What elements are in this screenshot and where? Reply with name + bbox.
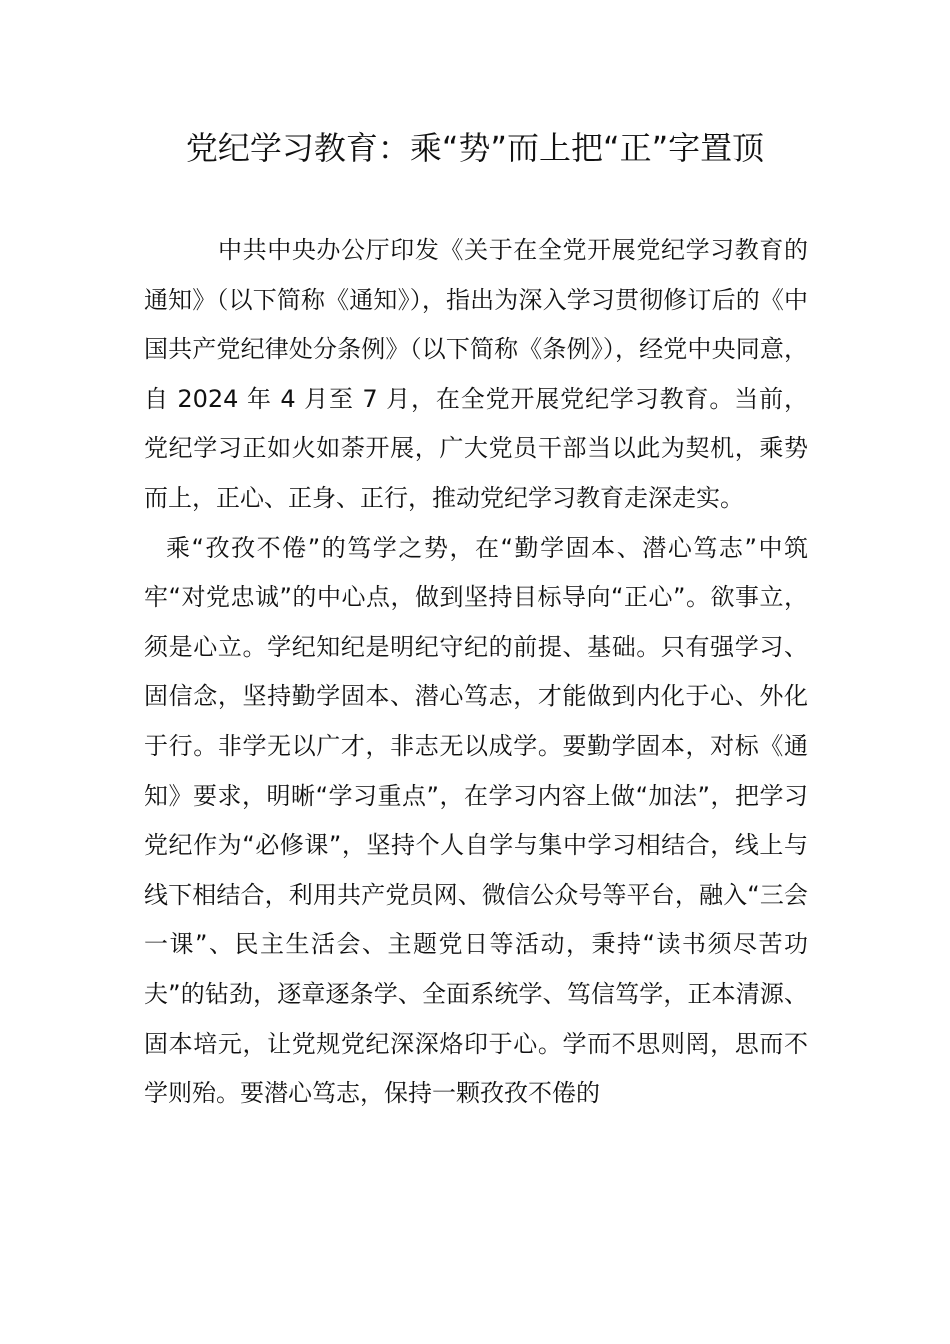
paragraph-intro: 中共中央办公厅印发《关于在全党开展党纪学习教育的通知》（以下简称《通知》），指出为深入学习贯彻修订后的《中国共产党纪律处分条例》（以下简称《条例》），经党中央同意，自 2024 年 4 月至 7 月，在全党开展党纪学习教育。当前，党纪学习正如火如荼开展，广大党员干部当以此为契机，乘势而上，正心、正身、正行，推动党纪学习教育走深走实。 [144,236,808,512]
document-title: 党纪学习教育：乘“势”而上把“正”字置顶 [185,129,765,167]
paragraph-zhengxin: 乘“孜孜不倦”的笃学之势，在“勤学固本、潜心笃志”中筑牢“对党忠诚”的中心点，做到坚持目标导向“正心”。欲事立，须是心立。学纪知纪是明纪守纪的前提、基础。只有强学习、固信念，坚持勤学固本、潜心笃志，才能做到内化于心、外化于行。非学无以广才，非志无以成学。要勤学固本，对标《通知》要求，明晰“学习重点”，在学习内容上做“加法”，把学习党纪作为“必修课”，坚持个人自学与集中学习相结合，线上与线下相结合，利用共产党员网、微信公众号等平台，融入“三会一课”、民主生活会、主题党日等活动，秉持“读书须尽苦功夫”的钻劲，逐章逐条学、全面系统学、笃信笃学，正本清源、固本培元，让党规党纪深深烙印于心。学而不思则罔，思而不学则殆。要潜心笃志，保持一颗孜孜不倦的 [144,533,808,1108]
document-body [144,226,808,1119]
